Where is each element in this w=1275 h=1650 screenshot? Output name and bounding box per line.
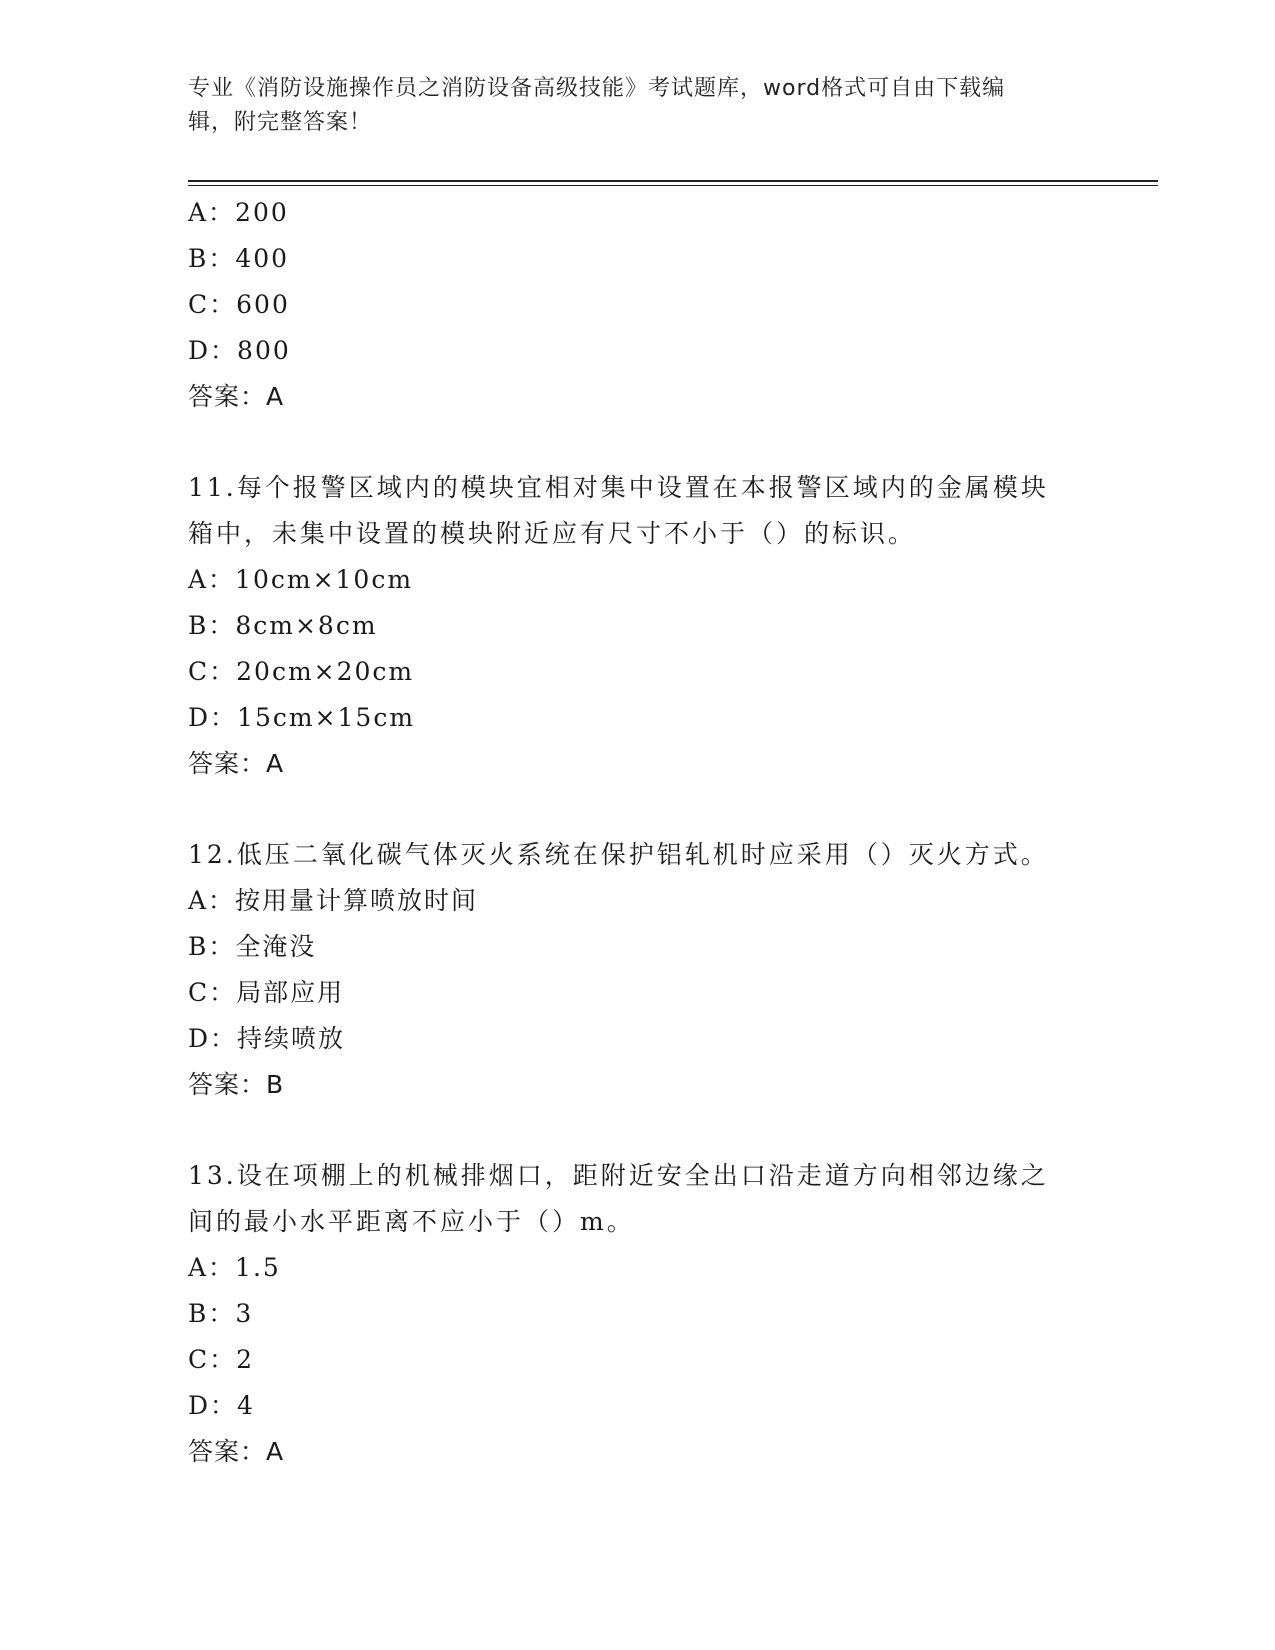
- option-a: A：10cm×10cm: [188, 565, 414, 594]
- question-13-text-line-1: 13.设在项棚上的机械排烟口，距附近安全出口沿走道方向相邻边缘之: [188, 1161, 1049, 1190]
- question-13-block: [188, 1153, 1088, 1475]
- answer-label: 答案：B: [188, 1070, 285, 1099]
- spacer: [188, 420, 1088, 465]
- answer-label: 答案：A: [188, 382, 285, 411]
- question-13-text-line-2: 间的最小水平距离不应小于（）m。: [188, 1207, 635, 1236]
- header-line-1: 专业《消防设施操作员之消防设备高级技能》考试题库，word格式可自由下载编: [188, 76, 1006, 101]
- header-divider-thick: [188, 180, 1158, 182]
- question-11-text-line-1: 11.每个报警区域内的模块宜相对集中设置在本报警区域内的金属模块: [188, 473, 1049, 502]
- option-b: B：400: [188, 244, 290, 273]
- option-b: B：8cm×8cm: [188, 611, 378, 640]
- question-11-block: [188, 465, 1088, 787]
- option-d: D：15cm×15cm: [188, 703, 416, 732]
- answer-label: 答案：A: [188, 749, 285, 778]
- option-c: C：600: [188, 290, 290, 319]
- option-a: A：200: [188, 198, 289, 227]
- question-12-text-line-1: 12.低压二氧化碳气体灭火系统在保护铝轧机时应采用（）灭火方式。: [188, 840, 1049, 869]
- option-c: C：2: [188, 1345, 255, 1374]
- option-c: C：20cm×20cm: [188, 657, 415, 686]
- option-d: D：4: [188, 1391, 255, 1420]
- option-d: D：持续喷放: [188, 1024, 346, 1053]
- spacer: [188, 787, 1088, 832]
- option-b: B：3: [188, 1299, 254, 1328]
- option-b: B：全淹没: [188, 932, 317, 961]
- option-d: D：800: [188, 336, 291, 365]
- option-a: A：1.5: [188, 1253, 281, 1282]
- option-a: A：按用量计算喷放时间: [188, 886, 479, 915]
- spacer: [188, 1108, 1088, 1153]
- header-divider-thin: [188, 185, 1158, 186]
- header-line-2: 辑，附完整答案！: [188, 110, 373, 135]
- question-10-block: [188, 190, 1088, 420]
- document-header: [188, 72, 1068, 140]
- question-11-text-line-2: 箱中，未集中设置的模块附近应有尺寸不小于（）的标识。: [188, 519, 917, 548]
- question-content: [188, 190, 1088, 1475]
- answer-label: 答案：A: [188, 1437, 285, 1466]
- option-c: C：局部应用: [188, 978, 345, 1007]
- question-12-block: [188, 832, 1088, 1108]
